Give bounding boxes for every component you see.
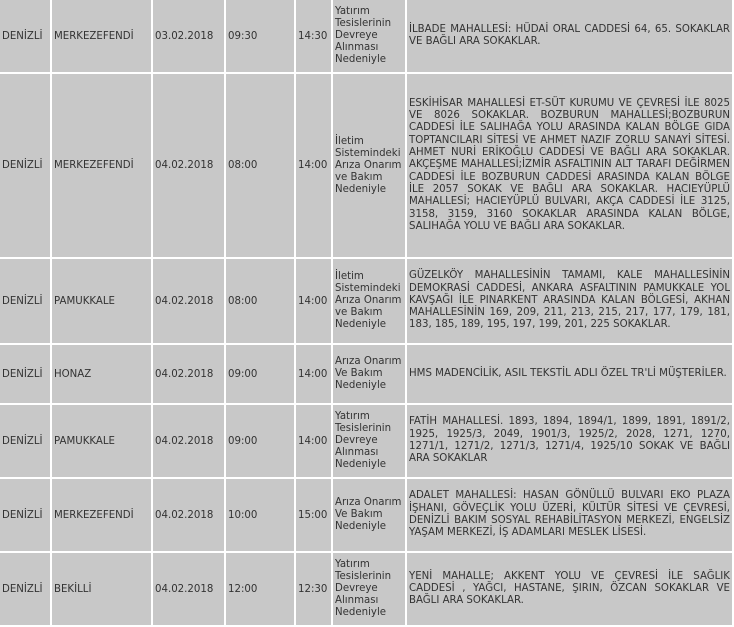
reason-cell: İletim Sistemindeki Arıza Onarım ve Bakım Nedeniyle [333,74,405,257]
table-row [0,405,732,477]
date-cell: 04.02.2018 [153,479,224,551]
start-time-cell: 09:00 [226,405,294,477]
table-row [0,345,732,403]
start-time-cell: 10:00 [226,479,294,551]
table-row [0,553,732,625]
district-cell: MERKEZEFENDİ [52,74,151,257]
city-cell: DENİZLİ [0,479,50,551]
city-cell: DENİZLİ [0,259,50,343]
date-cell: 04.02.2018 [153,553,224,625]
end-time-cell: 14:00 [296,74,331,257]
start-time-cell: 08:00 [226,259,294,343]
end-time-cell: 15:00 [296,479,331,551]
reason-cell: İletim Sistemindeki Arıza Onarım ve Bakım Nedeniyle [333,259,405,343]
affected-area-cell: İLBADE MAHALLESİ: HÜDAİ ORAL CADDESİ 64, 65. SOKAKLAR VE BAĞLI ARA SOKAKLAR. [407,0,732,72]
district-cell: HONAZ [52,345,151,403]
end-time-cell: 14:00 [296,405,331,477]
affected-area-cell: HMS MADENCİLİK, ASIL TEKSTİL ADLI ÖZEL TR'Lİ MÜŞTERİLER. [407,345,732,403]
city-cell: DENİZLİ [0,74,50,257]
district-cell: PAMUKKALE [52,405,151,477]
date-cell: 03.02.2018 [153,0,224,72]
affected-area-cell: ESKİHİSAR MAHALLESİ ET-SÜT KURUMU VE ÇEVRESİ İLE 8025 VE 8026 SOKAKLAR. BOZBURUN MAHALLESİ;BOZBURUN CADDESİ İLE SALIHAĞA YOLU ARASINDA KALAN BÖLGE GIDA TOPTANCILARI SİTESİ VE AHMET NAZIF ZORLU SANAYİ SİTESİ. AHMET NURİ ERİKOĞLU CADDESİ VE BAĞLI ARA SOKAKLAR. AKÇEŞME MAHALLESİ;İZMİR ASFALTININ ALT TARAFI DEĞİRMEN CADDESİ İLE BOZBURUN CADDESİ ARASINDA KALAN BÖLGE İLE 2057 SOKAK VE BAĞLI ARA SOKAKLAR. HACIEYÜPLÜ MAHALLESİ; HACIEYÜPLÜ BULVARI, AKÇA CADDESİ İLE 3125, 3158, 3159, 3160 SOKAKLAR ARASINDA KALAN BÖLGE, SALIHAĞA YOLU VE BAĞLI ARA SOKAKLAR. [407,74,732,257]
table-row [0,74,732,257]
start-time-cell: 09:30 [226,0,294,72]
affected-area-cell: FATİH MAHALLESİ. 1893, 1894, 1894/1, 1899, 1891, 1891/2, 1925, 1925/3, 2049, 1901/3, 1925/2, 2028, 1271, 1270, 1271/1, 1271/2, 1271/3, 1271/4, 1925/10 SOKAK VE BAĞLI ARA SOKAKLAR [407,405,732,477]
end-time-cell: 14:00 [296,345,331,403]
date-cell: 04.02.2018 [153,405,224,477]
date-cell: 04.02.2018 [153,259,224,343]
table-row [0,479,732,551]
reason-cell: Yatırım Tesislerinin Devreye Alınması Nedeniyle [333,553,405,625]
end-time-cell: 14:00 [296,259,331,343]
affected-area-cell: GÜZELKÖY MAHALLESİNİN TAMAMI, KALE MAHALLESİNİN DEMOKRASİ CADDESİ, ANKARA ASFALTININ PAMUKKALE YOL KAVŞAĞI İLE PINARKENT ARASINDA KALAN BÖLGESİ, AKHAN MAHALLESİNİN 169, 209, 211, 213, 215, 217, 177, 179, 181, 183, 185, 189, 195, 197, 199, 201, 225 SOKAKLAR. [407,259,732,343]
city-cell: DENİZLİ [0,405,50,477]
table-row [0,0,732,72]
end-time-cell: 14:30 [296,0,331,72]
affected-area-cell: ADALET MAHALLESİ: HASAN GÖNÜLLÜ BULVARI EKO PLAZA İŞHANI, GÖVEÇLİK YOLU ÜZERİ, KÜLTÜR SİTESİ VE ÇEVRESİ, DENİZLİ BAKIM SOSYAL REHABİLİTASYON MERKEZİ, ENGELSİZ YAŞAM MERKEZİ, İŞ ADAMLARI MESLEK LİSESİ. [407,479,732,551]
city-cell: DENİZLİ [0,553,50,625]
start-time-cell: 08:00 [226,74,294,257]
district-cell: BEKİLLİ [52,553,151,625]
affected-area-cell: YENİ MAHALLE; AKKENT YOLU VE ÇEVRESİ İLE SAĞLIK CADDESİ , YAĞCI, HASTANE, ŞIRIN, ÖZCAN SOKAKLAR VE BAĞLI ARA SOKAKLAR. [407,553,732,625]
start-time-cell: 12:00 [226,553,294,625]
start-time-cell: 09:00 [226,345,294,403]
end-time-cell: 12:30 [296,553,331,625]
district-cell: MERKEZEFENDİ [52,479,151,551]
reason-cell: Arıza Onarım Ve Bakım Nedeniyle [333,479,405,551]
reason-cell: Arıza Onarım Ve Bakım Nedeniyle [333,345,405,403]
date-cell: 04.02.2018 [153,345,224,403]
table-row [0,259,732,343]
city-cell: DENİZLİ [0,345,50,403]
district-cell: MERKEZEFENDİ [52,0,151,72]
district-cell: PAMUKKALE [52,259,151,343]
city-cell: DENİZLİ [0,0,50,72]
reason-cell: Yatırım Tesislerinin Devreye Alınması Nedeniyle [333,405,405,477]
reason-cell: Yatırım Tesislerinin Devreye Alınması Nedeniyle [333,0,405,72]
date-cell: 04.02.2018 [153,74,224,257]
